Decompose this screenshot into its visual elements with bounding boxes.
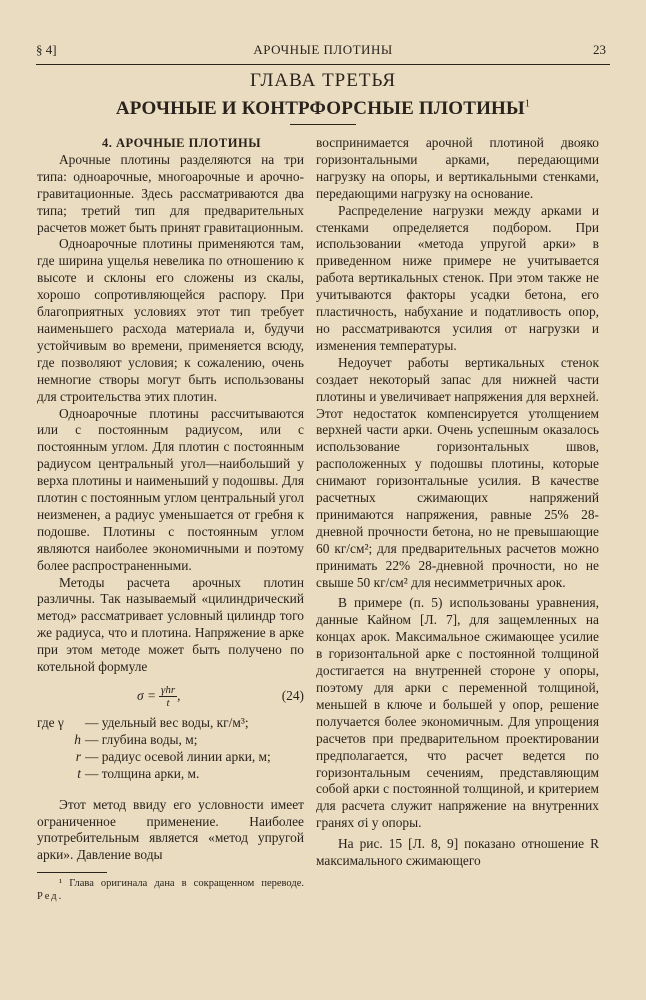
- footnote: [37, 877, 304, 903]
- formula-fraction: [159, 684, 177, 709]
- chapter-title: [0, 98, 646, 120]
- definition-text: — толщина арки, м.: [85, 765, 200, 781]
- paragraph: Одноарочные плотины рассчитываются или с постоянным радиусом, или с постоянным углом. Для плотин с постоянным радиусом центральный угол—наибольший у верха плотины и наименьший у подошвы. Для плотин с постоянным углом центральный угол неизменен, а радиус уменьшается от гребня к подошве. Плотины с постоянным углом являются наиболее экономичными и поэтому более распространенными.: [37, 405, 304, 573]
- section-title: 4. АРОЧНЫЕ ПЛОТИНЫ: [102, 136, 261, 150]
- formula-lhs: σ =: [137, 688, 156, 704]
- definition-text: — удельный вес воды, кг/м³;: [85, 715, 249, 730]
- paragraph: На рис. 15 [Л. 8, 9] показано отношение R максимального сжимающего: [316, 836, 599, 869]
- chapter-label: ГЛАВА ТРЕТЬЯ: [249, 70, 397, 91]
- paragraph: Распределение нагрузки между арками и стенками определяется подбором. При использовании «метода упругой арки» в приведенном ниже примере не учитывается работа вертикальных стенок. При этом также не учитываются факторы усадки бетона, его пластичность, набухание и податливость опор, но рассматриваются усилия от нагрузки и изменения температуры.: [316, 202, 599, 353]
- footnote-signature: Ред.: [37, 891, 64, 903]
- paragraph: Одноарочные плотины применяются там, где ширина ущелья невелика по отношению к высоте и склоны его сложены из скалы, хорошо сопротивляющейся распору. При благоприятных условиях этот тип требует наименьшего расхода материала и, будучи устойчивым во времени, применяется всюду, где позволяют условия; к сожалению, очень немногие створы могут быть использованы для строительства этих плотин.: [37, 236, 304, 404]
- variable-definitions: [37, 715, 304, 783]
- formula-tail: ,: [177, 688, 181, 704]
- paragraph: Этот метод ввиду его условности имеет ограниченное применение. Наиболее употребительным является «метод упругой арки». Давление воды: [37, 796, 304, 863]
- page-number: 23: [593, 42, 606, 57]
- right-column: [316, 135, 599, 870]
- boiler-formula: [137, 684, 180, 709]
- definition-text: — глубина воды, м;: [85, 731, 198, 747]
- definition-row: [37, 732, 304, 749]
- definition-text: — радиус осевой линии арки, м;: [85, 748, 271, 764]
- chapter-title-text: АРОЧНЫЕ И КОНТРФОРСНЫЕ ПЛОТИНЫ: [115, 98, 525, 119]
- header-divider: [36, 64, 610, 65]
- footnote-divider: [37, 872, 107, 873]
- definition-row: [37, 715, 304, 732]
- running-header: [36, 40, 610, 62]
- formula-denominator: t: [166, 697, 170, 709]
- definition-symbol: r: [75, 748, 81, 764]
- paragraph: Методы расчета арочных плотин различны. Так называемый «цилиндрический метод» рассматривает условный цилиндр того же радиуса, что и плотина. Напряжение в арке при этом методе может быть получено по котельной формуле: [37, 574, 304, 675]
- definition-row: [37, 766, 304, 783]
- definition-symbol: h: [74, 731, 81, 747]
- left-column: [37, 135, 304, 903]
- equation-number: (24): [281, 688, 304, 704]
- formula-numerator: γhr: [161, 684, 176, 696]
- header-section: § 4]: [36, 42, 57, 57]
- paragraph: Арочные плотины разделяются на три типа: одноарочные, многоарочные и арочно-гравитационные. Здесь рассматриваются два типа; третий тип для предварительных расчетов может быть принят гравитационным.: [37, 151, 304, 235]
- definition-symbol: t: [77, 765, 81, 781]
- header-running-title: АРОЧНЫЕ ПЛОТИНЫ: [253, 42, 393, 57]
- definition-symbol: где γ: [37, 715, 64, 730]
- title-divider: [290, 124, 356, 125]
- paragraph: Недоучет работы вертикальных стенок создает некоторый запас для нижней части плотины и увеличивает напряжения для верхней. Этот недостаток компенсируется утолщением верхней части арки. Очень успешным оказалось использование горизонтальных швов, расположенных у подошвы плотины, которые снимают горизонтальные усилия. В качестве расчетных сжимающих напряжений принимаются напряжения, равные 25% 28-дневной прочности бетона, но не превышающие 60 кг/см²; для предварительных расчетов можно принимать 22% 28-дневной прочности, но не свыше 50 кг/см² для несимметричных арок.: [316, 354, 599, 590]
- chapter-footnote-mark: 1: [524, 98, 531, 110]
- footnote-text: ¹ Глава оригинала дана в сокращенном переводе.: [59, 878, 304, 890]
- definition-row: [37, 749, 304, 766]
- paragraph-continued: воспринимается арочной плотиной двояко горизонтальными арками, передающими нагрузку на опоры, и вертикальными стенками, передающими нагрузку на основание.: [316, 135, 599, 201]
- formula-row: [37, 684, 304, 709]
- paragraph: В примере (п. 5) использованы уравнения, данные Кайном [Л. 7], для защемленных на концах арок. Максимальное сжимающее усилие в горизонтальной арке с постоянной толщиной достигается на внутренней стороне у опоры, поэтому для арки с переменной толщиной, меньшей в ключе и большей у опор, решение получается более экономичным. Для упрощения расчетов при предварительном проектировании предполагается, что расчет ведется по горизонтальным сечениям, представляющим собой арки с постоянной толщиной, и критерием для расчета служит напряжение на внутренних гранях σi у опоры.: [316, 595, 599, 831]
